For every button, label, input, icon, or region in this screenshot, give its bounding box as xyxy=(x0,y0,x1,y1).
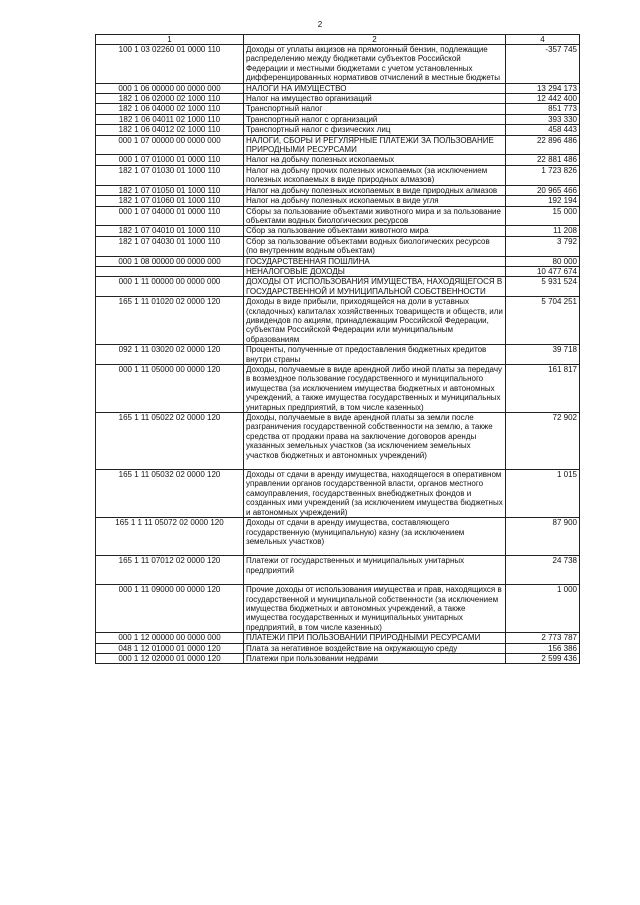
row-name-cell: Прочие доходы от использования имущества и прав, находящихся в государственной и муниципальной собственности (за исключением имущества бюджетных и автономных учреждений, а также имущества государственных и муниципальных унитарных предприятий, в том числе казенных) xyxy=(244,585,506,633)
row-code-cell: 000 1 07 01000 01 0000 110 xyxy=(96,155,244,165)
table-row xyxy=(96,277,580,297)
row-amount-cell: -357 745 xyxy=(506,45,580,84)
table-row xyxy=(96,653,580,663)
table-row xyxy=(96,345,580,365)
row-name-cell: Проценты, полученные от предоставления бюджетных кредитов внутри страны xyxy=(244,345,506,365)
row-amount-cell: 1 723 826 xyxy=(506,165,580,185)
row-code-cell: 000 1 11 09000 00 0000 120 xyxy=(96,585,244,633)
row-name-cell: Сбор за пользование объектами водных биологических ресурсов (по внутренним водным объектам) xyxy=(244,236,506,256)
row-code-cell: 000 1 12 02000 01 0000 120 xyxy=(96,653,244,663)
row-amount-cell: 22 881 486 xyxy=(506,155,580,165)
row-code-cell: 000 1 08 00000 00 0000 000 xyxy=(96,256,244,266)
row-amount-cell: 156 386 xyxy=(506,643,580,653)
row-code-cell: 182 1 07 01030 01 1000 110 xyxy=(96,165,244,185)
table-row xyxy=(96,413,580,470)
column-header-code: 1 xyxy=(96,35,244,45)
table-row xyxy=(96,266,580,276)
row-name-cell: ДОХОДЫ ОТ ИСПОЛЬЗОВАНИЯ ИМУЩЕСТВА, НАХОДЯЩЕГОСЯ В ГОСУДАРСТВЕННОЙ И МУНИЦИПАЛЬНОЙ СОБСТВЕННОСТИ xyxy=(244,277,506,297)
table-row xyxy=(96,643,580,653)
row-amount-cell: 5 931 524 xyxy=(506,277,580,297)
row-amount-cell: 24 738 xyxy=(506,556,580,585)
row-code-cell: 000 1 11 05000 00 0000 120 xyxy=(96,365,244,413)
row-amount-cell: 11 208 xyxy=(506,226,580,236)
row-amount-cell: 5 704 251 xyxy=(506,297,580,345)
row-name-cell: ПЛАТЕЖИ ПРИ ПОЛЬЗОВАНИИ ПРИРОДНЫМИ РЕСУРСАМИ xyxy=(244,633,506,643)
row-name-cell: Сбор за пользование объектами животного мира xyxy=(244,226,506,236)
row-name-cell: Транспортный налог с организаций xyxy=(244,114,506,124)
row-name-cell: Платежи от государственных и муниципальных унитарных предприятий xyxy=(244,556,506,585)
page-number: 2 xyxy=(317,20,323,29)
column-header-name: 2 xyxy=(244,35,506,45)
table-row xyxy=(96,556,580,585)
table-row xyxy=(96,206,580,226)
row-code-cell: 165 1 1 11 05072 02 0000 120 xyxy=(96,518,244,556)
row-code-cell xyxy=(96,266,244,276)
row-name-cell: Налог на добычу полезных ископаемых xyxy=(244,155,506,165)
row-code-cell: 000 1 06 00000 00 0000 000 xyxy=(96,83,244,93)
row-amount-cell: 3 792 xyxy=(506,236,580,256)
row-code-cell: 182 1 07 01050 01 1000 110 xyxy=(96,185,244,195)
table-row xyxy=(96,185,580,195)
table-row xyxy=(96,585,580,633)
row-amount-cell: 39 718 xyxy=(506,345,580,365)
row-name-cell: НАЛОГИ НА ИМУЩЕСТВО xyxy=(244,83,506,93)
table-row xyxy=(96,155,580,165)
row-code-cell: 000 1 07 00000 00 0000 000 xyxy=(96,135,244,155)
row-amount-cell: 87 900 xyxy=(506,518,580,556)
row-code-cell: 165 1 11 01020 02 0000 120 xyxy=(96,297,244,345)
revenue-table xyxy=(95,34,580,664)
row-name-cell: Транспортный налог с физических лиц xyxy=(244,125,506,135)
table-row xyxy=(96,297,580,345)
table-body xyxy=(96,45,580,664)
row-name-cell: НАЛОГИ, СБОРЫ И РЕГУЛЯРНЫЕ ПЛАТЕЖИ ЗА ПОЛЬЗОВАНИЕ ПРИРОДНЫМИ РЕСУРСАМИ xyxy=(244,135,506,155)
table-row xyxy=(96,256,580,266)
row-amount-cell: 10 477 674 xyxy=(506,266,580,276)
row-name-cell: Налог на имущество организаций xyxy=(244,94,506,104)
table-row xyxy=(96,165,580,185)
row-code-cell: 182 1 07 01060 01 1000 110 xyxy=(96,196,244,206)
table-row xyxy=(96,518,580,556)
row-code-cell: 182 1 06 04012 02 1000 110 xyxy=(96,125,244,135)
row-code-cell: 182 1 06 04000 02 1000 110 xyxy=(96,104,244,114)
row-name-cell: Плата за негативное воздействие на окружающую среду xyxy=(244,643,506,653)
row-name-cell: ГОСУДАРСТВЕННАЯ ПОШЛИНА xyxy=(244,256,506,266)
row-code-cell: 000 1 07 04000 01 0000 110 xyxy=(96,206,244,226)
row-amount-cell: 13 294 173 xyxy=(506,83,580,93)
table-row xyxy=(96,365,580,413)
row-name-cell: Сборы за пользование объектами животного мира и за пользование объектами водных биологических ресурсов xyxy=(244,206,506,226)
row-amount-cell: 393 330 xyxy=(506,114,580,124)
row-code-cell: 000 1 12 00000 00 0000 000 xyxy=(96,633,244,643)
row-code-cell: 100 1 03 02260 01 0000 110 xyxy=(96,45,244,84)
row-code-cell: 182 1 07 04010 01 1000 110 xyxy=(96,226,244,236)
table-header-row xyxy=(96,35,580,45)
table-row xyxy=(96,196,580,206)
row-name-cell: Доходы, получаемые в виде арендной либо иной платы за передачу в возмездное пользование государственного и муниципального имущества (за исключением имущества бюджетных и автономных учреждений, а также имущества государственных и муниципальных унитарных предприятий, в том числе казенных) xyxy=(244,365,506,413)
table-row xyxy=(96,125,580,135)
row-amount-cell: 1 015 xyxy=(506,470,580,518)
row-amount-cell: 2 599 436 xyxy=(506,653,580,663)
row-name-cell: Доходы от уплаты акцизов на прямогонный бензин, подлежащие распределению между бюджетами субъектов Российской Федерации и местными бюджетами с учетом установленных дифференцированных нормативов отчислений в местные бюджеты xyxy=(244,45,506,84)
row-amount-cell: 22 896 486 xyxy=(506,135,580,155)
row-name-cell: Транспортный налог xyxy=(244,104,506,114)
row-amount-cell: 458 443 xyxy=(506,125,580,135)
table-row xyxy=(96,94,580,104)
table-row xyxy=(96,114,580,124)
row-code-cell: 165 1 11 05022 02 0000 120 xyxy=(96,413,244,470)
table-row xyxy=(96,633,580,643)
row-code-cell: 182 1 06 02000 02 1000 110 xyxy=(96,94,244,104)
row-name-cell: НЕНАЛОГОВЫЕ ДОХОДЫ xyxy=(244,266,506,276)
table-row xyxy=(96,104,580,114)
row-amount-cell: 72 902 xyxy=(506,413,580,470)
table-row xyxy=(96,45,580,84)
row-code-cell: 165 1 11 05032 02 0000 120 xyxy=(96,470,244,518)
table-row xyxy=(96,236,580,256)
row-code-cell: 182 1 06 04011 02 1000 110 xyxy=(96,114,244,124)
row-code-cell: 048 1 12 01000 01 0000 120 xyxy=(96,643,244,653)
table-row xyxy=(96,135,580,155)
row-name-cell: Доходы в виде прибыли, приходящейся на доли в уставных (складочных) капиталах хозяйственных товариществ и обществ, или дивидендов по акциям, принадлежащим Российской Федерации, субъектам Российской Федерации или муниципальным образованиям xyxy=(244,297,506,345)
table-row xyxy=(96,226,580,236)
row-amount-cell: 851 773 xyxy=(506,104,580,114)
row-code-cell: 092 1 11 03020 02 0000 120 xyxy=(96,345,244,365)
row-amount-cell: 20 965 466 xyxy=(506,185,580,195)
row-amount-cell: 80 000 xyxy=(506,256,580,266)
row-name-cell: Налог на добычу прочих полезных ископаемых (за исключением полезных ископаемых в виде природных алмазов) xyxy=(244,165,506,185)
row-name-cell: Доходы, получаемые в виде арендной платы за земли после разграничения государственной собственности на землю, а также средства от продажи права на заключение договоров аренды указанных земельных участков (за исключением земельных участков бюджетных и автономных учреждений) xyxy=(244,413,506,470)
row-amount-cell: 2 773 787 xyxy=(506,633,580,643)
row-amount-cell: 15 000 xyxy=(506,206,580,226)
row-amount-cell: 12 442 400 xyxy=(506,94,580,104)
table-row xyxy=(96,470,580,518)
row-name-cell: Платежи при пользовании недрами xyxy=(244,653,506,663)
row-name-cell: Доходы от сдачи в аренду имущества, находящегося в оперативном управлении органов государственной власти, органов местного самоуправления, государственных внебюджетных фондов и созданных ими учреждений (за исключением имущества бюджетных и автономных учреждений) xyxy=(244,470,506,518)
row-code-cell: 000 1 11 00000 00 0000 000 xyxy=(96,277,244,297)
table-row xyxy=(96,83,580,93)
row-amount-cell: 1 000 xyxy=(506,585,580,633)
row-code-cell: 182 1 07 04030 01 1000 110 xyxy=(96,236,244,256)
row-name-cell: Налог на добычу полезных ископаемых в виде угля xyxy=(244,196,506,206)
row-name-cell: Доходы от сдачи в аренду имущества, составляющего государственную (муниципальную) казну (за исключением земельных участков) xyxy=(244,518,506,556)
column-header-amount: 4 xyxy=(506,35,580,45)
row-name-cell: Налог на добычу полезных ископаемых в виде природных алмазов xyxy=(244,185,506,195)
row-code-cell: 165 1 11 07012 02 0000 120 xyxy=(96,556,244,585)
row-amount-cell: 161 817 xyxy=(506,365,580,413)
row-amount-cell: 192 194 xyxy=(506,196,580,206)
